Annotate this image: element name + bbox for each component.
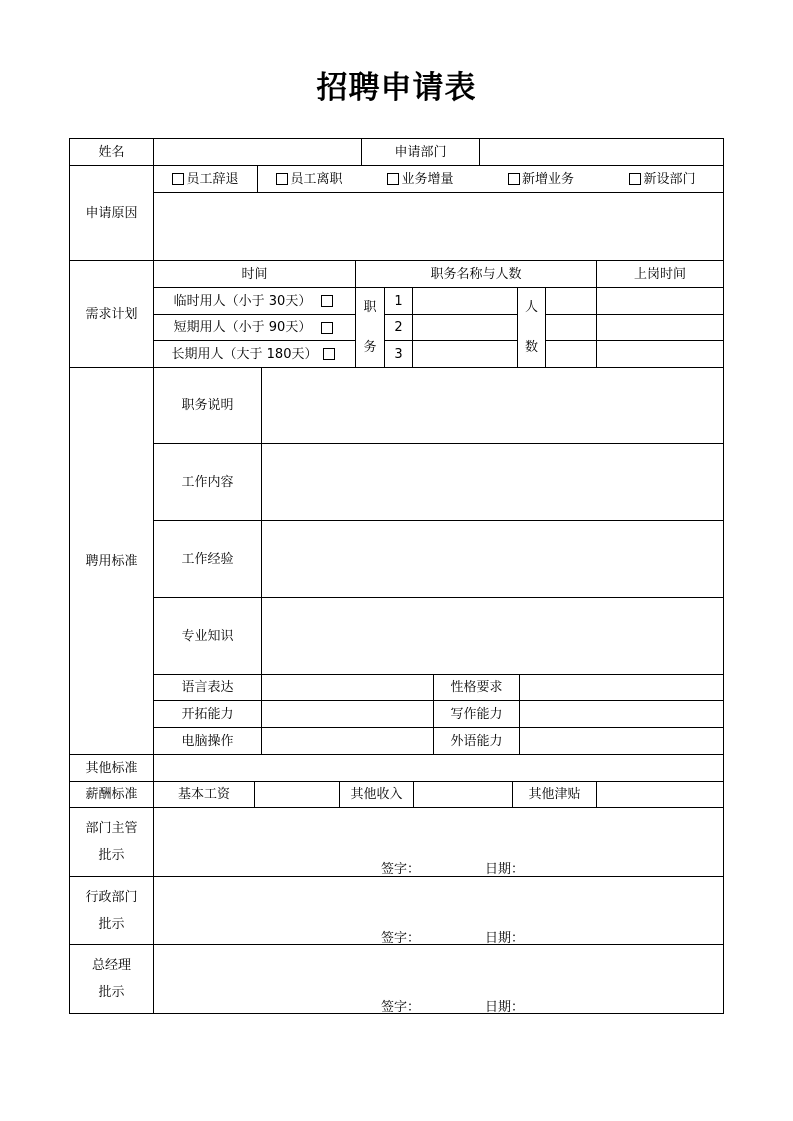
dept-label: 申请部门 [394,144,447,160]
ability-expansion-label: 开拓能力 [181,706,234,722]
reason-option-label: 业务增量 [401,171,454,187]
duration-option-short[interactable] [154,315,355,340]
sign-label: 签字： [381,862,421,877]
work-content-field[interactable] [262,444,723,520]
checkbox-icon[interactable] [629,173,641,185]
sign-label: 签字： [381,931,421,946]
ability-language-label: 语言表达 [181,680,234,695]
other-standard-label: 其他标准 [85,760,138,776]
start-header: 上岗时间 [633,266,686,282]
foreign-language-field[interactable] [520,728,723,754]
salary-base-label: 基本工资 [177,787,230,802]
sign-label: 签字： [381,1000,421,1015]
ability-computer-label: 电脑操作 [181,733,234,749]
row-number-3: 3 [394,346,403,362]
reason-option-new-department[interactable] [602,166,723,192]
checkbox-icon[interactable] [323,348,335,360]
salary-label: 薪酬标准 [85,787,138,802]
other-standard-field[interactable] [154,755,723,781]
reason-option-label: 新设部门 [643,171,696,187]
checkbox-icon[interactable] [321,295,333,307]
people-char-2: 数 [524,339,538,355]
duration-label: 临时用人（小于 30天） [173,293,312,309]
reason-option-label: 新增业务 [521,171,574,187]
start-date-field-3[interactable] [597,341,723,367]
position-char-2: 务 [363,339,377,355]
checkbox-icon[interactable] [508,173,520,185]
checkbox-icon[interactable] [387,173,399,185]
start-date-field-1[interactable] [597,288,723,314]
allowance-field[interactable] [597,782,723,807]
duration-label: 短期用人（小于 90天） [173,320,312,335]
writing-field[interactable] [520,701,723,727]
approval-admin-label [70,877,153,944]
approval-gm-label [70,945,153,1013]
standard-work-content-label: 工作内容 [181,474,234,490]
salary-allowance-label: 其他津贴 [528,787,581,802]
position-name-field-3[interactable] [413,341,517,367]
approval-admin-field[interactable] [154,877,723,944]
position-header: 职务名称与人数 [430,266,522,282]
headcount-field-1[interactable] [546,288,596,314]
start-date-field-2[interactable] [597,315,723,340]
date-label: 日期： [485,862,525,877]
approval-line: 部门主管 [85,821,138,836]
standard-label: 聘用标准 [85,553,138,569]
position-name-field-1[interactable] [413,288,517,314]
salary-other-income-label: 其他收入 [350,787,403,802]
standard-job-description-label: 职务说明 [181,398,234,413]
job-description-field[interactable] [262,368,723,443]
checkbox-icon[interactable] [172,173,184,185]
approval-line: 行政部门 [85,889,138,905]
reason-option-label: 员工离职 [290,171,343,187]
checkbox-icon[interactable] [321,322,333,334]
duration-option-temporary[interactable] [154,288,355,314]
other-income-field[interactable] [414,782,512,807]
checkbox-icon[interactable] [276,173,288,185]
experience-field[interactable] [262,521,723,597]
name-label: 姓名 [98,144,125,160]
reason-option-dismissal[interactable] [154,166,257,192]
knowledge-field[interactable] [262,598,723,674]
position-name-field-2[interactable] [413,315,517,340]
reason-option-new-business[interactable] [480,166,602,192]
reason-option-resignation[interactable] [258,166,361,192]
plan-label: 需求计划 [85,306,138,322]
reason-label: 申请原因 [85,205,138,221]
row-number-1: 1 [394,293,403,309]
approval-line: 总经理 [91,958,131,973]
headcount-field-2[interactable] [546,315,596,340]
language-field[interactable] [262,675,433,700]
time-header: 时间 [241,266,268,282]
page-title: 招聘申请表 [316,70,477,106]
dept-field[interactable] [480,139,723,165]
people-char-1: 人 [524,299,538,315]
personality-field[interactable] [520,675,723,700]
row-number-2: 2 [394,320,403,335]
ability-writing-label: 写作能力 [450,706,503,722]
standard-experience-label: 工作经验 [181,551,234,567]
date-label: 日期： [485,1000,525,1015]
position-char-1: 职 [363,299,377,315]
approval-line: 批示 [98,916,125,932]
reason-option-label: 员工辞退 [186,171,239,187]
duration-option-long[interactable] [154,341,355,367]
date-label: 日期： [485,931,525,946]
standard-knowledge-label: 专业知识 [181,628,234,644]
computer-field[interactable] [262,728,433,754]
reason-option-business-growth[interactable] [362,166,479,192]
approval-gm-field[interactable] [154,945,723,1013]
duration-label: 长期用人（大于 180天） [171,346,318,362]
approval-dept-head-label [70,808,153,876]
base-salary-field[interactable] [255,782,339,807]
ability-personality-label: 性格要求 [450,680,503,695]
ability-foreign-language-label: 外语能力 [450,733,503,749]
reason-detail-field[interactable] [154,193,723,260]
approval-line: 批示 [98,848,125,863]
name-field[interactable] [154,139,361,165]
headcount-field-3[interactable] [546,341,596,367]
expansion-field[interactable] [262,701,433,727]
approval-line: 批示 [98,985,125,1000]
approval-dept-head-field[interactable] [154,808,723,876]
